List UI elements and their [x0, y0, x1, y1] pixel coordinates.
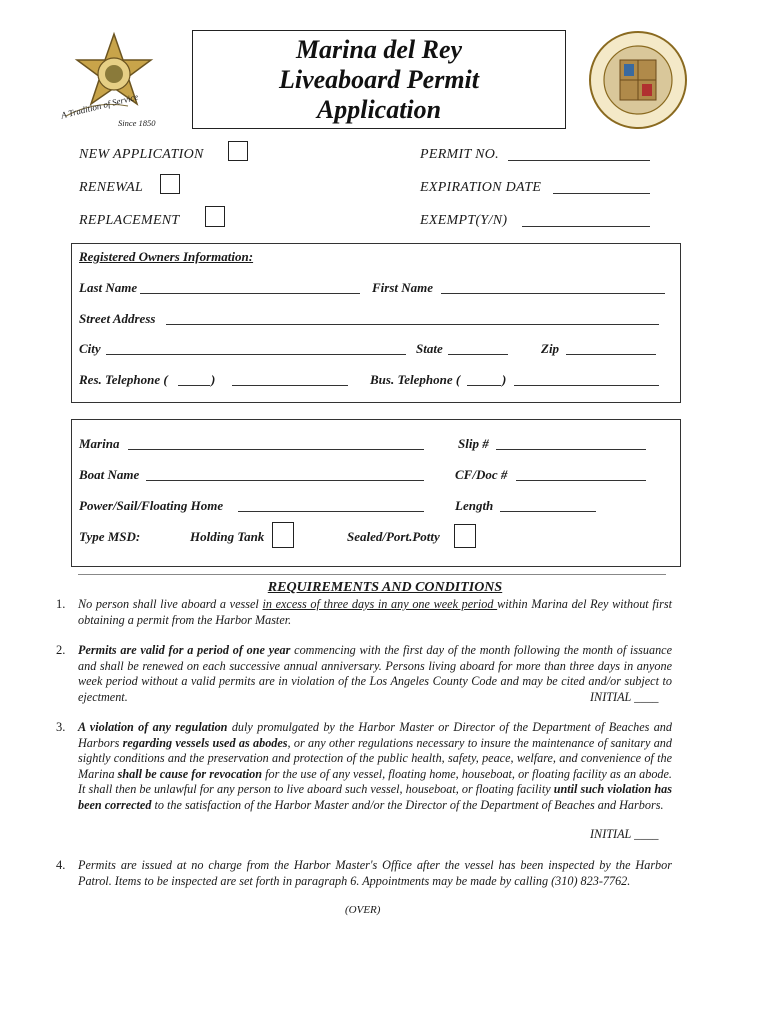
holding-tank-checkbox[interactable] — [272, 522, 294, 548]
res-paren-close: ) — [211, 372, 216, 387]
title-line-3: Application — [316, 94, 442, 124]
item-2-initial[interactable]: INITIAL ____ — [590, 690, 659, 704]
bus-telephone-field[interactable] — [514, 385, 659, 386]
new-application-label: NEW APPLICATION — [79, 147, 204, 162]
exempt-field[interactable] — [522, 226, 650, 227]
zip-label: Zip — [541, 341, 560, 356]
bus-paren-close: ) — [502, 372, 507, 387]
title-line-2: Liveaboard Permit — [278, 64, 479, 94]
cf-doc-label: CF/Doc # — [455, 467, 508, 482]
permit-no-label: PERMIT NO. — [420, 147, 499, 162]
zip-field[interactable] — [566, 354, 656, 355]
res-telephone-field[interactable] — [232, 385, 348, 386]
type-msd-label: Type MSD: — [79, 529, 141, 544]
exempt-label: EXEMPT(Y/N) — [420, 213, 508, 228]
last-name-label: Last Name — [79, 280, 138, 295]
seal-motto: A Tradition of Service — [59, 91, 140, 121]
state-label: State — [416, 341, 443, 356]
item-1-text: No person shall live aboard a vessel in excess of three days in any one week period within Marina del Rey without first obtaining a permit from the Harbor Master. — [78, 597, 672, 627]
permit-no-field[interactable] — [508, 160, 650, 161]
replacement-label: REPLACEMENT — [79, 213, 180, 228]
cf-doc-field[interactable] — [516, 480, 646, 481]
owners-heading: Registered Owners Information: — [79, 249, 254, 264]
holding-tank-label: Holding Tank — [190, 529, 265, 544]
boat-name-field[interactable] — [146, 480, 424, 481]
requirements-heading: REQUIREMENTS AND CONDITIONS — [267, 580, 503, 595]
length-field[interactable] — [500, 511, 596, 512]
renewal-checkbox[interactable] — [160, 174, 180, 194]
title-line-1: Marina del Rey — [295, 34, 463, 64]
city-field[interactable] — [106, 354, 406, 355]
item-2-number: 2. — [56, 643, 66, 657]
marina-field[interactable] — [128, 449, 424, 450]
res-area-code-field[interactable] — [178, 385, 210, 386]
county-seal — [584, 28, 692, 132]
first-name-label: First Name — [372, 280, 434, 295]
renewal-label: RENEWAL — [79, 180, 144, 195]
expiration-date-label: EXPIRATION DATE — [420, 180, 542, 195]
bus-telephone-label: Bus. Telephone ( — [370, 372, 461, 387]
new-application-checkbox[interactable] — [228, 141, 248, 161]
state-field[interactable] — [448, 354, 508, 355]
title-box — [192, 30, 566, 129]
first-name-field[interactable] — [441, 293, 665, 294]
seal-since: Since 1850 — [118, 118, 156, 128]
item-1-number: 1. — [56, 597, 66, 611]
bus-area-code-field[interactable] — [467, 385, 501, 386]
street-address-label: Street Address — [79, 311, 156, 326]
item-4-number: 4. — [56, 858, 66, 872]
city-label: City — [79, 341, 101, 356]
street-address-field[interactable] — [166, 324, 659, 325]
power-sail-label: Power/Sail/Floating Home — [79, 498, 224, 513]
item-3-initial[interactable]: INITIAL ____ — [590, 827, 659, 841]
expiration-date-field[interactable] — [553, 193, 650, 194]
over-note: (OVER) — [345, 904, 381, 916]
boat-name-label: Boat Name — [79, 467, 140, 482]
length-label: Length — [455, 498, 494, 513]
item-2-text: Permits are valid for a period of one year commencing with the first day of the month following the month of issuance and shall be renewed on each successive annual anniversary. Persons living aboard for more than three days in anyone week period without a valid permits are in violation of the Los Angeles County Code and may be cited and/or subject to ejectment. — [78, 643, 672, 704]
power-sail-field[interactable] — [238, 511, 424, 512]
item-3-text: A violation of any regulation duly promulgated by the Harbor Master or Director of the Department of Beaches and Harbors regarding vessels used as abodes, or any other regulations necessary to insure the maintenance of sanitary and sightly conditions and the preservation and protection of the public health, safety, peace, welfare, and convenience of the Marina shall be cause for revocation for the use of any vessel, floating home, houseboat, or floating facility as an abode. It shall then be unlawful for any person to live aboard such vessel, houseboat, or floating facility until such violation has been corrected to the satisfaction of the Harbor Master and/or the Director of the Department of Beaches and Harbors. — [78, 720, 672, 812]
slip-field[interactable] — [496, 449, 646, 450]
section-divider — [78, 574, 666, 575]
slip-label: Slip # — [458, 436, 489, 451]
replacement-checkbox[interactable] — [205, 206, 225, 227]
sealed-port-potty-label: Sealed/Port.Potty — [347, 529, 440, 544]
item-4-text: Permits are issued at no charge from the Harbor Master's Office after the vessel has been inspected by the Harbor Patrol. Items to be inspected are set forth in paragraph 6. Appointments may be made by calling (310) 823-7762. — [78, 858, 672, 888]
last-name-field[interactable] — [140, 293, 360, 294]
res-telephone-label: Res. Telephone ( — [79, 372, 168, 387]
item-3-number: 3. — [56, 720, 66, 734]
sealed-port-potty-checkbox[interactable] — [454, 524, 476, 548]
marina-label: Marina — [79, 436, 120, 451]
